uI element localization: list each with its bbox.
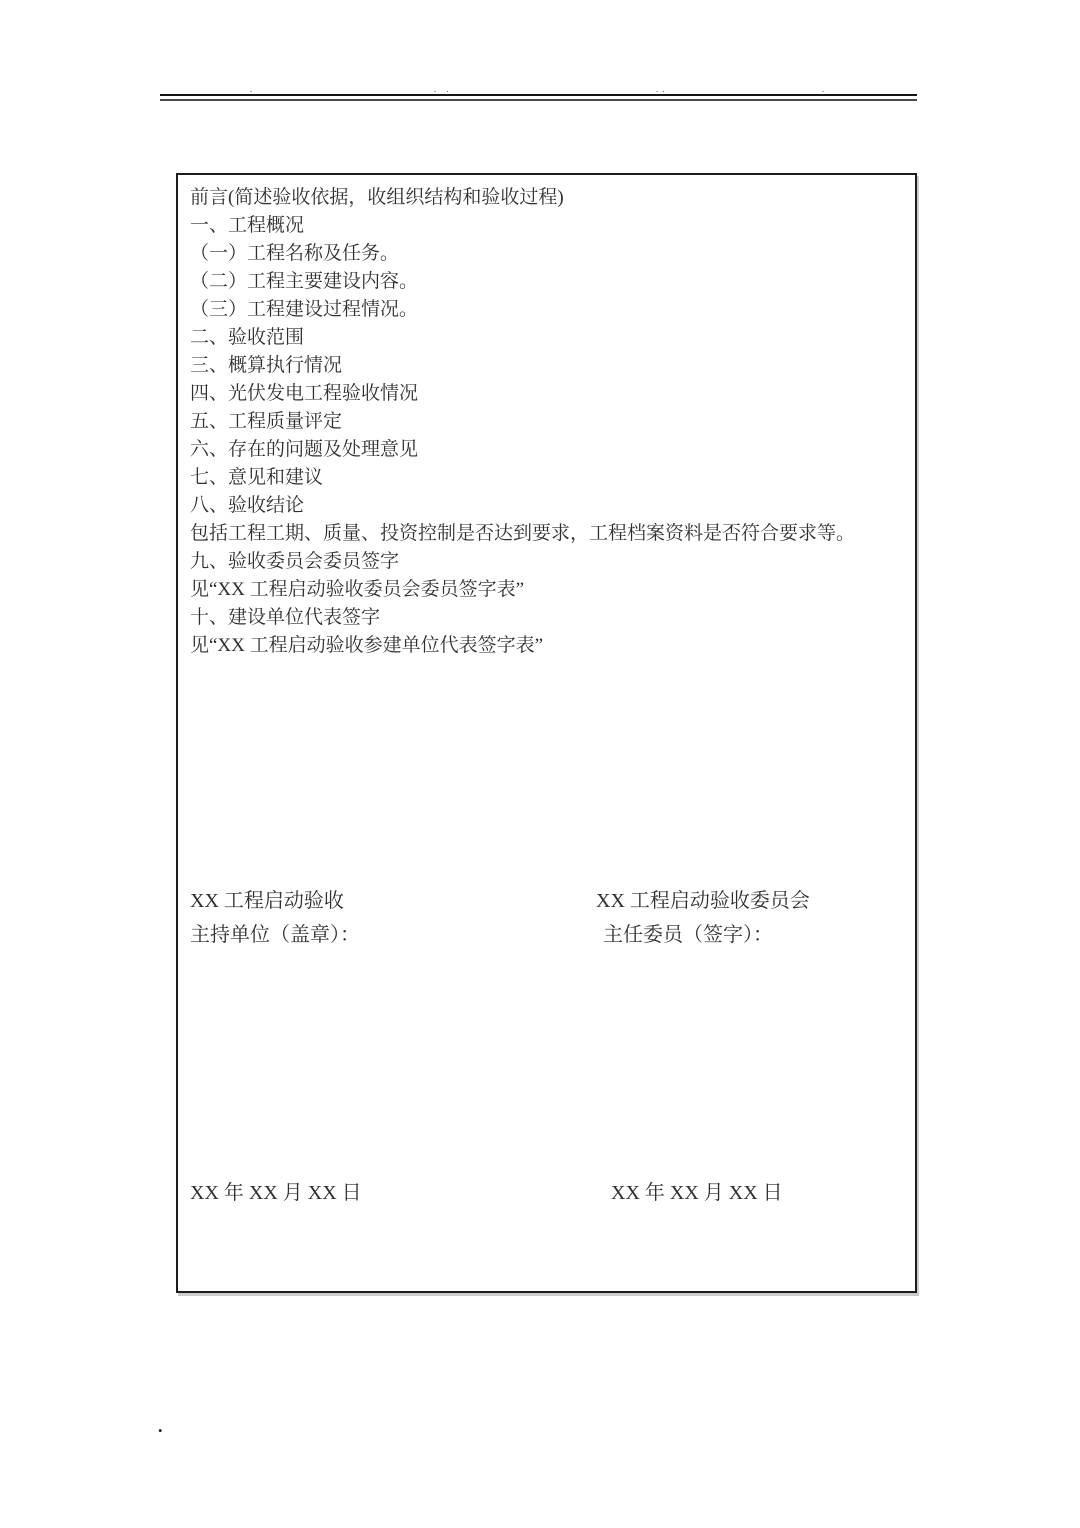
outline-line-section-9: 九、验收委员会委员签字 (190, 551, 400, 572)
outline-line-section-1-1: （一）工程名称及任务。 (190, 243, 400, 264)
host-unit-title-line: XX 工程启动验收 (190, 890, 344, 912)
committee-title-line: XX 工程启动验收委员会 (596, 890, 810, 912)
outline-line-section-1-2: （二）工程主要建设内容。 (190, 271, 419, 292)
outline-line-section-7: 七、意见和建议 (190, 467, 324, 488)
outline-line-section-6: 六、存在的问题及处理意见 (190, 439, 419, 460)
signature-block-host-unit (190, 884, 360, 952)
header-artifact-mark: . (822, 84, 829, 94)
outline-line-section-10: 十、建设单位代表签字 (190, 607, 381, 628)
signature-block-committee (596, 884, 810, 952)
date-line-left: XX 年 XX 月 XX 日 (190, 1182, 362, 1204)
outline-line-section-1: 一、工程概况 (190, 215, 305, 236)
report-outline (190, 184, 907, 660)
outline-line-section-9-ref: 见“XX 工程启动验收委员会委员签字表” (190, 579, 525, 600)
outline-line-section-1-3: （三）工程建设过程情况。 (190, 299, 419, 320)
header-artifact-mark: .. (656, 84, 669, 94)
header-artifact-mark: . . (434, 84, 453, 94)
outline-line-section-10-ref: 见“XX 工程启动验收参建单位代表签字表” (190, 635, 544, 656)
outline-line-section-4: 四、光伏发电工程验收情况 (190, 383, 419, 404)
outline-line-section-3: 三、概算执行情况 (190, 355, 343, 376)
footer-artifact-dot: . (158, 1416, 163, 1436)
header-artifact-mark: . (250, 84, 257, 94)
outline-line-section-8: 八、验收结论 (190, 495, 305, 516)
committee-signature-line: 主任委员（签字）： (603, 924, 773, 946)
date-line-right: XX 年 XX 月 XX 日 (611, 1182, 783, 1204)
outline-line-section-8-note: 包括工程工期、质量、投资控制是否达到要求，工程档案资料是否符合要求等。 (190, 523, 856, 544)
outline-line-section-5: 五、工程质量评定 (190, 411, 343, 432)
outline-line-section-2: 二、验收范围 (190, 327, 305, 348)
document-border-box (176, 173, 917, 1293)
header-rule (160, 94, 917, 101)
outline-line-preface: 前言(简述验收依据，收组织结构和验收过程) (190, 187, 564, 208)
host-unit-seal-line: 主持单位（盖章）： (190, 924, 360, 946)
